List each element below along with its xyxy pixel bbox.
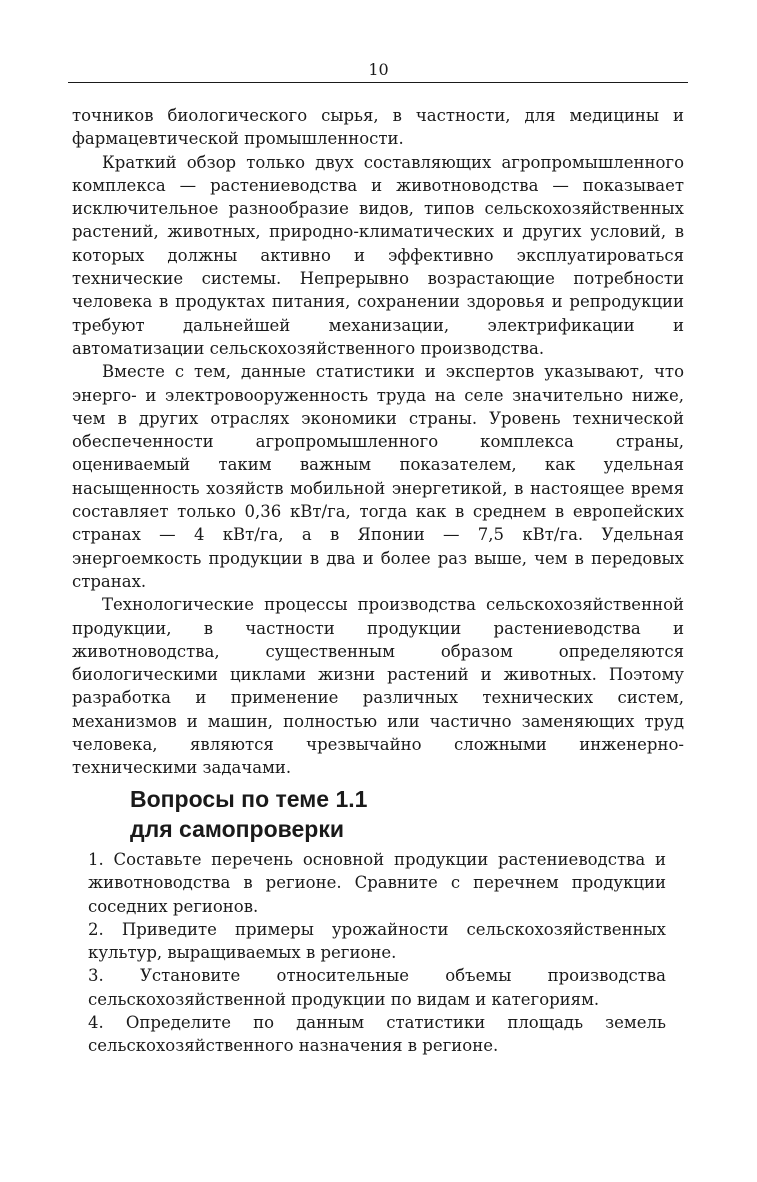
paragraph: Вместе с тем, данные статистики и экспертов указывают, что энерго- и электровооруженность труда на селе значительно ниже, чем в других отраслях экономики страны. Уровень технической обеспеченности агропромышленного комплекса страны, оцениваемый таким важным показателем, как удельная насыщенность хозяйств мобильной энергетикой, в настоящее время составляет только 0,36 кВт/га, тогда как в среднем в европейских странах — 4 кВт/га, а в Японии — 7,5 кВт/га. Удельная энергоемкость продукции в два и более раз выше, чем в передовых странах. bbox=[72, 362, 684, 591]
question-item: 4. Определите по данным статистики площадь земель сельскохозяйственного назначения в регионе. bbox=[88, 1013, 666, 1056]
question-item: 1. Составьте перечень основной продукции растениеводства и животноводства в регионе. Сравните с перечнем продукции соседних регионов. bbox=[88, 850, 666, 916]
paragraph: Технологические процессы производства сельскохозяйственной продукции, в частности продукции растениеводства и животноводства, существенным образом определяются биологическими циклами жизни растений и животных. Поэтому разработка и применение различных технических систем, механизмов и машин, полностью или частично заменяющих труд человека, являются чрезвычайно сложными инженерно-техническими задачами. bbox=[72, 595, 684, 778]
body-text bbox=[72, 104, 684, 780]
section-heading bbox=[130, 784, 650, 844]
paragraph: точников биологического сырья, в частности, для медицины и фармацевтической промышленности. bbox=[72, 106, 684, 149]
question-item: 3. Установите относительные объемы производства сельскохозяйственной продукции по видам и категориям. bbox=[88, 966, 666, 1009]
page-number: 10 bbox=[368, 60, 389, 79]
paragraph: Краткий обзор только двух составляющих агропромышленного комплекса — растениеводства и животноводства — показывает исключительное разнообразие видов, типов сельскохозяйственных растений, животных, природно-климатических и других условий, в которых должны активно и эффективно эксплуатироваться технические системы. Непрерывно возрастающие потребности человека в продуктах питания, сохранении здоровья и репродукции требуют дальнейшей механизации, электрификации и автоматизации сельскохозяйственного производства. bbox=[72, 152, 684, 358]
header-rule bbox=[68, 82, 688, 83]
question-item: 2. Приведите примеры урожайности сельскохозяйственных культур, выращиваемых в регионе. bbox=[88, 919, 666, 963]
questions-list bbox=[88, 848, 666, 1058]
section-title-line: для самопроверки bbox=[130, 816, 344, 842]
section-title-line: Вопросы по теме 1.1 bbox=[130, 786, 368, 812]
